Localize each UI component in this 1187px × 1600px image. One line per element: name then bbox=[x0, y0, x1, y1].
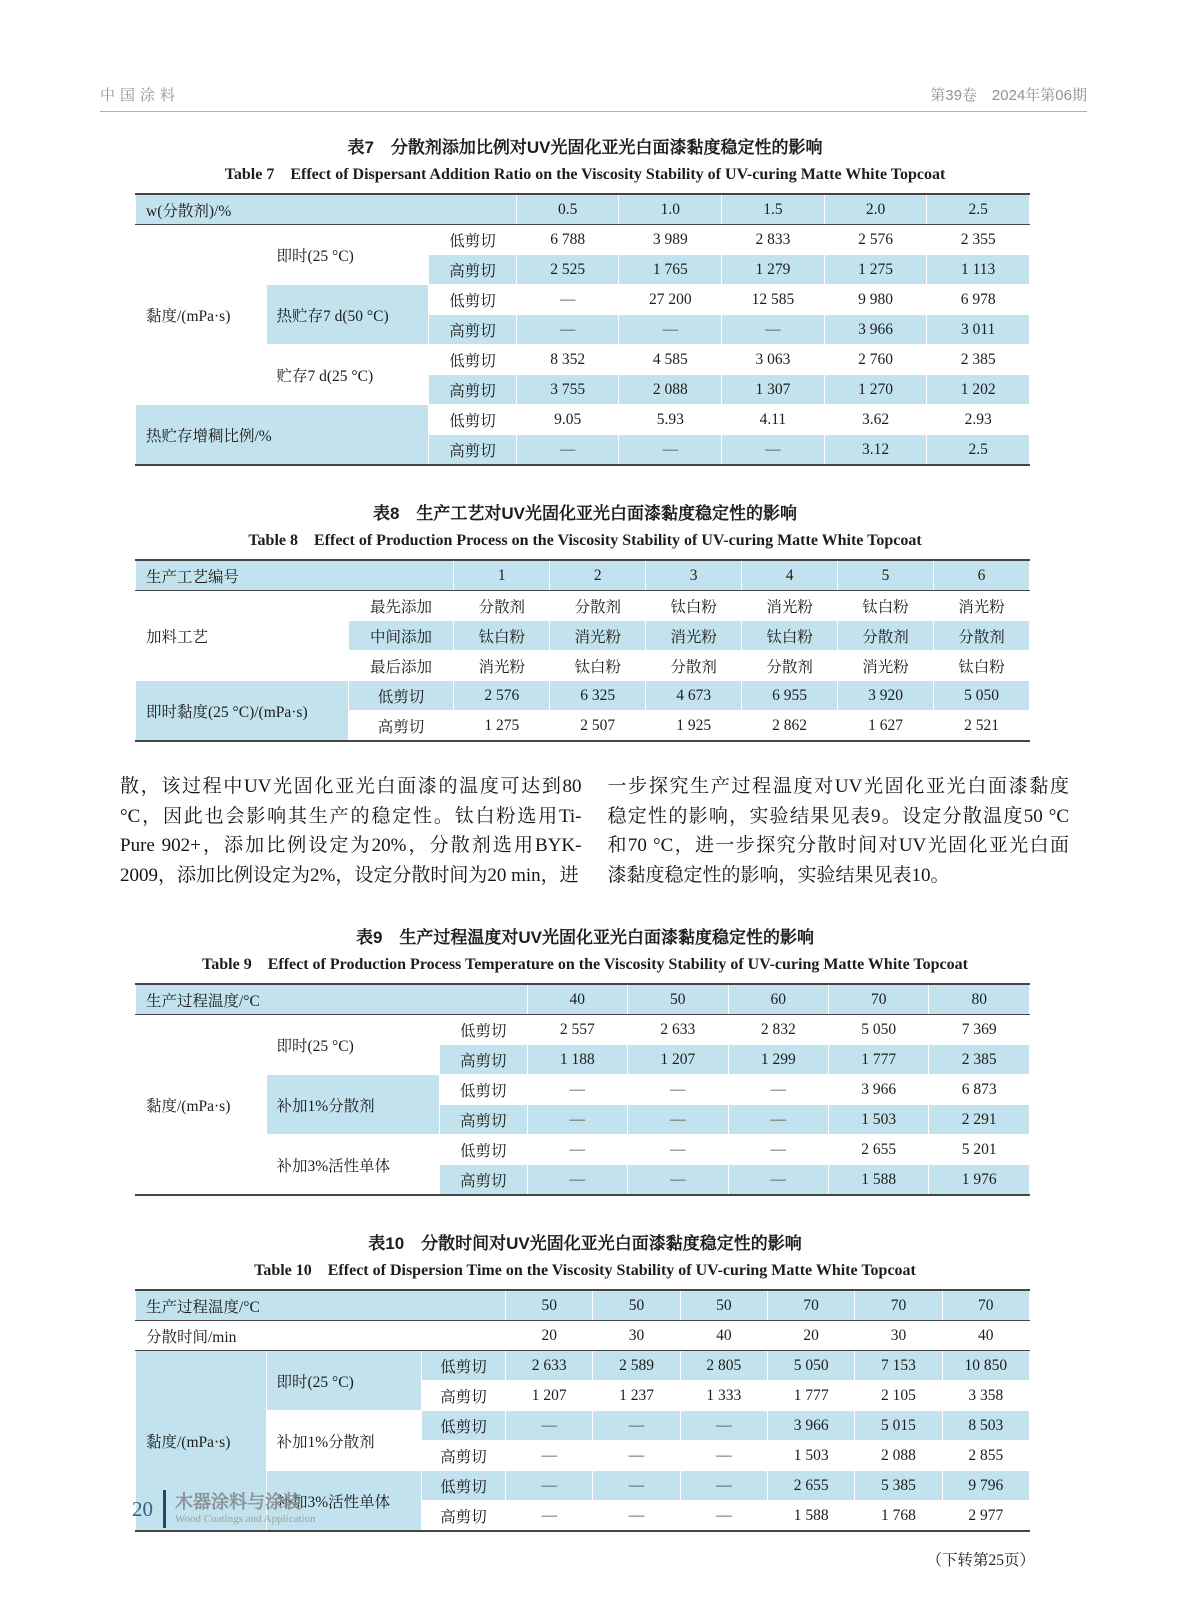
table-cell: 9 980 bbox=[824, 285, 927, 315]
table-cell: 40 bbox=[680, 1321, 767, 1351]
table-cell: 6 955 bbox=[742, 681, 838, 711]
table8-production-process bbox=[135, 559, 1030, 742]
table-cell: 2 355 bbox=[927, 225, 1030, 255]
table-cell: 生产工艺编号 bbox=[136, 560, 454, 591]
table-cell: 2 655 bbox=[829, 1135, 929, 1165]
table-cell: 3 063 bbox=[722, 345, 825, 375]
table-cell: 2 832 bbox=[728, 1015, 828, 1045]
table-cell: — bbox=[628, 1135, 728, 1165]
table-cell: 1 207 bbox=[506, 1381, 593, 1411]
table-cell: w(分散剂)/% bbox=[136, 194, 517, 225]
table-cell: — bbox=[516, 435, 619, 466]
table-cell: 黏度/(mPa·s) bbox=[136, 225, 267, 405]
table-cell: 补加1%分散剂 bbox=[266, 1411, 422, 1471]
table-cell: 6 788 bbox=[516, 225, 619, 255]
table9-caption-en: Table 9 Effect of Production Process Temperature on the Viscosity Stability of UV-curing Matte White Topcoat bbox=[202, 956, 968, 973]
table-row bbox=[136, 1351, 1030, 1381]
table-cell: — bbox=[722, 315, 825, 345]
table-cell: — bbox=[619, 315, 722, 345]
table-cell: 2 521 bbox=[934, 711, 1030, 742]
journal-name: 中国涂料 bbox=[100, 87, 181, 104]
table-cell: 1 275 bbox=[824, 255, 927, 285]
table-cell: 1 768 bbox=[855, 1501, 942, 1532]
table-cell: 消光粉 bbox=[742, 591, 838, 621]
table-cell: 低剪切 bbox=[422, 1471, 506, 1501]
table-cell: 1 307 bbox=[722, 375, 825, 405]
body-column-left bbox=[120, 772, 582, 890]
table-cell: 2 507 bbox=[550, 711, 646, 742]
table-cell: 8 352 bbox=[516, 345, 619, 375]
table-cell: 3 966 bbox=[824, 315, 927, 345]
table-cell: 补加3%活性单体 bbox=[266, 1135, 439, 1196]
table-cell: 钛白粉 bbox=[454, 621, 550, 651]
table-row bbox=[136, 1015, 1030, 1045]
table-cell: — bbox=[527, 1105, 627, 1135]
table-cell: 6 325 bbox=[550, 681, 646, 711]
table-cell: — bbox=[680, 1411, 767, 1441]
table-cell: 中间添加 bbox=[348, 621, 454, 651]
table-cell: 6 978 bbox=[927, 285, 1030, 315]
table-cell: 消光粉 bbox=[454, 651, 550, 681]
table-cell: 70 bbox=[829, 984, 929, 1015]
table-cell: 1 333 bbox=[680, 1381, 767, 1411]
table-cell: 4 673 bbox=[646, 681, 742, 711]
table-row bbox=[136, 225, 1030, 255]
table-cell: 1 765 bbox=[619, 255, 722, 285]
table-cell: 2 833 bbox=[722, 225, 825, 255]
table-cell: 70 bbox=[767, 1290, 854, 1321]
table-cell: 3.62 bbox=[824, 405, 927, 435]
table-cell: 3 bbox=[646, 560, 742, 591]
page-number: 20 bbox=[132, 1496, 153, 1521]
table-cell: 低剪切 bbox=[429, 405, 517, 435]
table-row bbox=[136, 984, 1030, 1015]
table7-caption-zh: 表7 分散剂添加比例对UV光固化亚光白面漆黏度稳定性的影响 bbox=[347, 138, 823, 157]
table-cell: 30 bbox=[593, 1321, 680, 1351]
table-cell: 0.5 bbox=[516, 194, 619, 225]
table-cell: — bbox=[628, 1075, 728, 1105]
table10-caption bbox=[135, 1232, 1035, 1282]
table-cell: 消光粉 bbox=[646, 621, 742, 651]
table-cell: 最先添加 bbox=[348, 591, 454, 621]
table-cell: 分散时间/min bbox=[136, 1321, 506, 1351]
footer-section-zh: 木器涂料与涂装 bbox=[175, 1492, 301, 1512]
table-cell: 贮存7 d(25 °C) bbox=[266, 345, 429, 405]
body-line: 散，该过程中UV光固化亚光白面漆的温度可达到80 bbox=[120, 776, 582, 797]
table-row bbox=[136, 591, 1030, 621]
table-row bbox=[136, 1290, 1030, 1321]
table-row bbox=[136, 405, 1030, 435]
table-cell: 2 557 bbox=[527, 1015, 627, 1045]
table-cell: 1 777 bbox=[829, 1045, 929, 1075]
table-cell: 2.5 bbox=[927, 194, 1030, 225]
table-cell: 70 bbox=[855, 1290, 942, 1321]
table-cell: 3 358 bbox=[942, 1381, 1029, 1411]
table-cell: 1 113 bbox=[927, 255, 1030, 285]
table-cell: 高剪切 bbox=[429, 255, 517, 285]
table-cell: 50 bbox=[628, 984, 728, 1015]
table-cell: 低剪切 bbox=[439, 1015, 527, 1045]
table-cell: 生产过程温度/°C bbox=[136, 1290, 506, 1321]
table-cell: 分散剂 bbox=[550, 591, 646, 621]
table-cell: 热贮存增稠比例/% bbox=[136, 405, 429, 466]
table-cell: — bbox=[593, 1411, 680, 1441]
table-cell: 3.12 bbox=[824, 435, 927, 466]
table-cell: 1 237 bbox=[593, 1381, 680, 1411]
body-line: °C，因此也会影响其生产的稳定性。钛白粉选用Ti- bbox=[120, 805, 582, 827]
table-cell: — bbox=[728, 1135, 828, 1165]
table-cell: 消光粉 bbox=[838, 651, 934, 681]
table-cell: 钛白粉 bbox=[838, 591, 934, 621]
table-cell: 1 588 bbox=[767, 1501, 854, 1532]
table-cell: — bbox=[506, 1441, 593, 1471]
table-cell: 低剪切 bbox=[429, 345, 517, 375]
table-cell: 高剪切 bbox=[422, 1501, 506, 1532]
table-cell: 1.0 bbox=[619, 194, 722, 225]
table-cell: 1 588 bbox=[829, 1165, 929, 1196]
table-cell: 2 805 bbox=[680, 1351, 767, 1381]
table-cell: 2.93 bbox=[927, 405, 1030, 435]
page-footer bbox=[132, 1490, 316, 1528]
body-text bbox=[120, 772, 1069, 890]
table-cell: 高剪切 bbox=[422, 1381, 506, 1411]
body-line: 2009，添加比例设定为2%，设定分散时间为20 min，进 bbox=[120, 864, 579, 886]
table7-dispersant-ratio bbox=[135, 193, 1030, 466]
table-cell: 5 015 bbox=[855, 1411, 942, 1441]
table-cell: 2 977 bbox=[942, 1501, 1029, 1532]
table-cell: 补加3%活性单体 bbox=[266, 1471, 422, 1532]
table-cell: 高剪切 bbox=[439, 1105, 527, 1135]
table-cell: 5 385 bbox=[855, 1471, 942, 1501]
table-cell: — bbox=[527, 1135, 627, 1165]
table8-caption bbox=[135, 502, 1035, 552]
table-cell: 2 576 bbox=[824, 225, 927, 255]
table-cell: 1 207 bbox=[628, 1045, 728, 1075]
table-cell: 50 bbox=[506, 1290, 593, 1321]
table-cell: 8 503 bbox=[942, 1411, 1029, 1441]
table-cell: 6 bbox=[934, 560, 1030, 591]
table-cell: 4 bbox=[742, 560, 838, 591]
table-cell: 钛白粉 bbox=[550, 651, 646, 681]
table-cell: 2 385 bbox=[927, 345, 1030, 375]
table-cell: 2 525 bbox=[516, 255, 619, 285]
table-cell: 钛白粉 bbox=[934, 651, 1030, 681]
table-cell: 高剪切 bbox=[439, 1165, 527, 1196]
footer-divider-bar bbox=[163, 1490, 166, 1528]
table-cell: 27 200 bbox=[619, 285, 722, 315]
table-row bbox=[136, 285, 1030, 315]
table-cell: — bbox=[593, 1501, 680, 1532]
table-cell: 50 bbox=[593, 1290, 680, 1321]
table-cell: — bbox=[593, 1441, 680, 1471]
table-row bbox=[136, 1321, 1030, 1351]
table7-caption-en: Table 7 Effect of Dispersant Addition Ratio on the Viscosity Stability of UV-curing Matte White Topcoat bbox=[224, 166, 946, 183]
table-cell: 消光粉 bbox=[934, 591, 1030, 621]
table-row bbox=[136, 681, 1030, 711]
table-cell: 低剪切 bbox=[439, 1075, 527, 1105]
table-cell: 5 bbox=[838, 560, 934, 591]
table-cell: 即时黏度(25 °C)/(mPa·s) bbox=[136, 681, 349, 742]
table-cell: 3 966 bbox=[829, 1075, 929, 1105]
table10-caption-zh: 表10 分散时间对UV光固化亚光白面漆黏度稳定性的影响 bbox=[368, 1234, 802, 1253]
table-row bbox=[136, 345, 1030, 375]
table-cell: — bbox=[728, 1165, 828, 1196]
table-cell: 5 201 bbox=[929, 1135, 1030, 1165]
table-cell: 2 088 bbox=[619, 375, 722, 405]
table-cell: 分散剂 bbox=[742, 651, 838, 681]
table-cell: — bbox=[506, 1411, 593, 1441]
table-cell: 2 655 bbox=[767, 1471, 854, 1501]
body-line: Pure 902+，添加比例设定为20%，分散剂选用BYK- bbox=[120, 835, 582, 856]
table-row bbox=[136, 194, 1030, 225]
table-cell: 1 627 bbox=[838, 711, 934, 742]
table-cell: 高剪切 bbox=[429, 375, 517, 405]
table7-caption bbox=[135, 136, 1035, 186]
table-cell: 分散剂 bbox=[454, 591, 550, 621]
table9-caption bbox=[135, 926, 1035, 976]
table-cell: 钛白粉 bbox=[742, 621, 838, 651]
table10-caption-en: Table 10 Effect of Dispersion Time on the Viscosity Stability of UV-curing Matte White Topcoat bbox=[254, 1262, 916, 1279]
table-cell: 2.0 bbox=[824, 194, 927, 225]
table-row bbox=[136, 1411, 1030, 1441]
table-row bbox=[136, 1135, 1030, 1165]
table-cell: 1 503 bbox=[767, 1441, 854, 1471]
table8-caption-en: Table 8 Effect of Production Process on the Viscosity Stability of UV-curing Matte White Topcoat bbox=[248, 532, 922, 549]
table-cell: 低剪切 bbox=[429, 285, 517, 315]
table-cell: 7 369 bbox=[929, 1015, 1030, 1045]
body-line: 稳定性的影响，实验结果见表9。设定分散温度50 °C bbox=[607, 805, 1069, 827]
table-cell: 1 bbox=[454, 560, 550, 591]
table-cell: 加料工艺 bbox=[136, 591, 349, 681]
table-cell: — bbox=[728, 1075, 828, 1105]
table-row bbox=[136, 560, 1030, 591]
table-cell: 高剪切 bbox=[439, 1045, 527, 1075]
table-cell: — bbox=[680, 1501, 767, 1532]
table9-process-temperature bbox=[135, 983, 1030, 1196]
table-cell: 7 153 bbox=[855, 1351, 942, 1381]
table8-caption-zh: 表8 生产工艺对UV光固化亚光白面漆黏度稳定性的影响 bbox=[372, 504, 798, 523]
table-cell: 高剪切 bbox=[429, 435, 517, 466]
table-cell: — bbox=[680, 1471, 767, 1501]
body-line: 漆黏度稳定性的影响，实验结果见表10。 bbox=[607, 864, 950, 886]
table-cell: 即时(25 °C) bbox=[266, 1351, 422, 1411]
table-cell: 50 bbox=[680, 1290, 767, 1321]
table-cell: 2 105 bbox=[855, 1381, 942, 1411]
table-cell: 黏度/(mPa·s) bbox=[136, 1351, 267, 1532]
body-column-right bbox=[608, 772, 1070, 890]
table-cell: 10 850 bbox=[942, 1351, 1029, 1381]
table-cell: 即时(25 °C) bbox=[266, 225, 429, 285]
table-cell: — bbox=[680, 1441, 767, 1471]
table-cell: 20 bbox=[506, 1321, 593, 1351]
table-cell: 高剪切 bbox=[429, 315, 517, 345]
table-cell: 70 bbox=[942, 1290, 1029, 1321]
table-cell: 1 275 bbox=[454, 711, 550, 742]
table-cell: — bbox=[628, 1165, 728, 1196]
table-cell: 80 bbox=[929, 984, 1030, 1015]
table-cell: — bbox=[722, 435, 825, 466]
table-cell: 2 633 bbox=[506, 1351, 593, 1381]
table-cell: 5 050 bbox=[934, 681, 1030, 711]
table-cell: — bbox=[506, 1501, 593, 1532]
table-cell: — bbox=[619, 435, 722, 466]
table-cell: 40 bbox=[942, 1321, 1029, 1351]
table-cell: 3 989 bbox=[619, 225, 722, 255]
table-cell: 高剪切 bbox=[422, 1441, 506, 1471]
table-cell: 3 966 bbox=[767, 1411, 854, 1441]
table-cell: 3 920 bbox=[838, 681, 934, 711]
table-cell: 低剪切 bbox=[429, 225, 517, 255]
table-cell: 4.11 bbox=[722, 405, 825, 435]
table-cell: 最后添加 bbox=[348, 651, 454, 681]
table-cell: 即时(25 °C) bbox=[266, 1015, 439, 1075]
table-cell: 12 585 bbox=[722, 285, 825, 315]
table-cell: — bbox=[527, 1075, 627, 1105]
table-cell: 2 589 bbox=[593, 1351, 680, 1381]
table-cell: 热贮存7 d(50 °C) bbox=[266, 285, 429, 345]
table-cell: 低剪切 bbox=[348, 681, 454, 711]
table-cell: 3 755 bbox=[516, 375, 619, 405]
table-cell: 黏度/(mPa·s) bbox=[136, 1015, 267, 1196]
table-cell: — bbox=[506, 1471, 593, 1501]
table-cell: — bbox=[728, 1105, 828, 1135]
table-cell: 低剪切 bbox=[422, 1351, 506, 1381]
table-cell: 30 bbox=[855, 1321, 942, 1351]
table-cell: 1 503 bbox=[829, 1105, 929, 1135]
table-cell: 2 760 bbox=[824, 345, 927, 375]
table-cell: 钛白粉 bbox=[646, 591, 742, 621]
table-cell: 1 270 bbox=[824, 375, 927, 405]
table-cell: 5 050 bbox=[829, 1015, 929, 1045]
table-cell: 2 855 bbox=[942, 1441, 1029, 1471]
table9-caption-zh: 表9 生产过程温度对UV光固化亚光白面漆黏度稳定性的影响 bbox=[355, 928, 815, 947]
table-cell: 5 050 bbox=[767, 1351, 854, 1381]
table-cell: 1 976 bbox=[929, 1165, 1030, 1196]
table-cell: — bbox=[516, 285, 619, 315]
table-cell: 2 862 bbox=[742, 711, 838, 742]
footer-section bbox=[175, 1492, 316, 1526]
table-cell: — bbox=[593, 1471, 680, 1501]
table-cell: 1 202 bbox=[927, 375, 1030, 405]
table-cell: 9.05 bbox=[516, 405, 619, 435]
table-cell: 6 873 bbox=[929, 1075, 1030, 1105]
table-cell: 高剪切 bbox=[348, 711, 454, 742]
table-cell: 1 188 bbox=[527, 1045, 627, 1075]
table-cell: 生产过程温度/°C bbox=[136, 984, 528, 1015]
table-cell: 1 777 bbox=[767, 1381, 854, 1411]
table-cell: 低剪切 bbox=[439, 1135, 527, 1165]
table-cell: 1.5 bbox=[722, 194, 825, 225]
table-cell: 分散剂 bbox=[934, 621, 1030, 651]
table-cell: 分散剂 bbox=[838, 621, 934, 651]
table-cell: 4 585 bbox=[619, 345, 722, 375]
volume-issue: 第39卷 2024年第06期 bbox=[930, 87, 1087, 104]
table-cell: 3 011 bbox=[927, 315, 1030, 345]
table-cell: 2 291 bbox=[929, 1105, 1030, 1135]
table-cell: 20 bbox=[767, 1321, 854, 1351]
table-cell: 2 633 bbox=[628, 1015, 728, 1045]
table-cell: 60 bbox=[728, 984, 828, 1015]
table-row bbox=[136, 1075, 1030, 1105]
table-cell: 2 576 bbox=[454, 681, 550, 711]
table-cell: 低剪切 bbox=[422, 1411, 506, 1441]
table-cell: 1 925 bbox=[646, 711, 742, 742]
table-cell: 消光粉 bbox=[550, 621, 646, 651]
table-cell: 1 299 bbox=[728, 1045, 828, 1075]
table-cell: 2 385 bbox=[929, 1045, 1030, 1075]
table-cell: 分散剂 bbox=[646, 651, 742, 681]
running-head bbox=[100, 84, 1087, 112]
table-cell: 1 279 bbox=[722, 255, 825, 285]
footer-section-en: Wood Coatings and Application bbox=[175, 1513, 316, 1525]
table-cell: 补加1%分散剂 bbox=[266, 1075, 439, 1135]
body-line: 和70 °C，进一步探究分散时间对UV光固化亚光白面 bbox=[607, 835, 1069, 856]
table-cell: 40 bbox=[527, 984, 627, 1015]
table-cell: — bbox=[628, 1105, 728, 1135]
table-cell: 2 bbox=[550, 560, 646, 591]
body-line: 一步探究生产过程温度对UV光固化亚光白面漆黏度 bbox=[607, 776, 1069, 797]
table-cell: 5.93 bbox=[619, 405, 722, 435]
turn-page-note: （下转第25页） bbox=[926, 1552, 1035, 1569]
table-cell: 9 796 bbox=[942, 1471, 1029, 1501]
table-cell: 2 088 bbox=[855, 1441, 942, 1471]
table-cell: 2.5 bbox=[927, 435, 1030, 466]
table-cell: — bbox=[516, 315, 619, 345]
table-cell: — bbox=[527, 1165, 627, 1196]
